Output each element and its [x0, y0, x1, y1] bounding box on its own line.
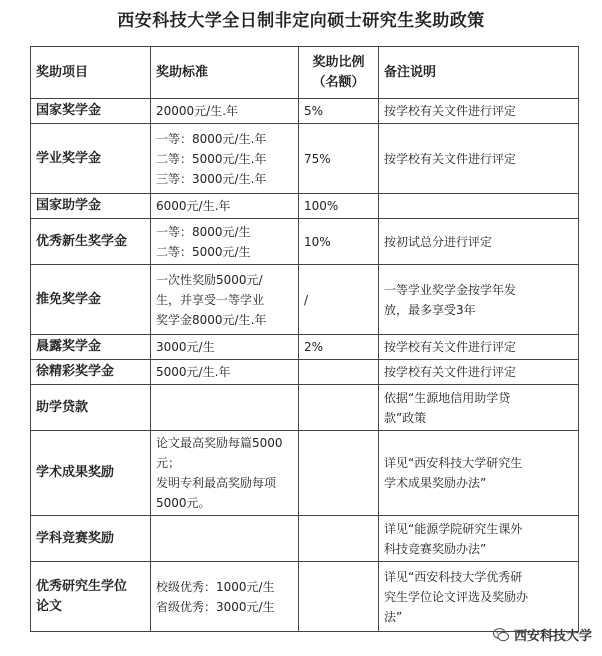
- note-line: 放，最多享受3年: [384, 302, 476, 317]
- row-ratio: 5%: [299, 99, 379, 124]
- note-line: 款”政策: [384, 410, 427, 425]
- row-name-line: 推免奖学金: [36, 291, 102, 307]
- row-note: [379, 194, 579, 219]
- table-row: [31, 385, 579, 431]
- row-standard: [151, 335, 299, 360]
- row-standard: [151, 562, 299, 632]
- row-name: [31, 194, 151, 219]
- standard-line: 省级优秀：3000元/生: [156, 599, 275, 614]
- row-ratio: 100%: [299, 194, 379, 219]
- row-standard: [151, 385, 299, 431]
- watermark: [492, 625, 592, 644]
- row-name: [31, 516, 151, 562]
- header-ratio-line2: （名额）: [312, 74, 365, 90]
- standard-line: 生，并享受一等学业: [156, 292, 265, 307]
- standard-line: 一等：8000元/生.年: [156, 131, 267, 146]
- wechat-icon: [492, 626, 510, 644]
- row-name: [31, 431, 151, 516]
- row-ratio: [299, 516, 379, 562]
- row-name: [31, 265, 151, 335]
- header-note: 备注说明: [379, 47, 579, 99]
- row-ratio: [299, 385, 379, 431]
- row-ratio: [299, 562, 379, 632]
- row-standard: [151, 194, 299, 219]
- table-row: [31, 194, 579, 219]
- row-note: [379, 562, 579, 632]
- row-note: [379, 265, 579, 335]
- note-line: 按初试总分进行评定: [384, 234, 493, 249]
- note-line: 法”: [384, 609, 403, 624]
- row-ratio: [299, 431, 379, 516]
- header-item: 奖助项目: [31, 47, 151, 99]
- note-line: 究生学位论文评选及奖励办: [384, 589, 529, 604]
- table-row: [31, 124, 579, 194]
- standard-line: 一次性奖励5000元/: [156, 272, 263, 287]
- table-row: [31, 431, 579, 516]
- note-line: 一等学业奖学金按学年发: [384, 282, 517, 297]
- standard-line: 三等：3000元/生.年: [156, 171, 267, 186]
- row-standard: [151, 219, 299, 265]
- standard-line: 二等：5000元/生: [156, 244, 251, 259]
- row-name: [31, 360, 151, 385]
- row-ratio: 2%: [299, 335, 379, 360]
- note-line: 科技竞赛奖励办法”: [384, 541, 487, 556]
- row-standard: [151, 516, 299, 562]
- row-name-line: 助学贷款: [36, 399, 89, 415]
- row-name-line: 学术成果奖励: [36, 465, 115, 480]
- row-name-line: 优秀新生奖学金: [36, 233, 128, 249]
- standard-line: 论文最高奖励每篇5000元；: [156, 436, 283, 470]
- standard-line: 20000元/生.年: [156, 104, 239, 118]
- table-row: [31, 99, 579, 124]
- row-ratio: 10%: [299, 219, 379, 265]
- row-name-line: 晨露奖学金: [36, 339, 102, 354]
- standard-line: 6000元/生.年: [156, 199, 231, 213]
- row-note: [379, 335, 579, 360]
- row-name-line: 论文: [36, 598, 63, 614]
- row-note: [379, 219, 579, 265]
- table-row: [31, 265, 579, 335]
- scholarship-table: [30, 46, 579, 632]
- standard-line: 发明专利最高奖励每项5000元。: [156, 476, 277, 510]
- table-row: [31, 562, 579, 632]
- row-name-line: 学科竞赛奖励: [36, 530, 115, 546]
- row-standard: [151, 99, 299, 124]
- row-name: [31, 335, 151, 360]
- note-line: 详见“西安科技大学优秀研: [384, 569, 523, 584]
- row-name-line: 国家奖学金: [36, 103, 102, 118]
- standard-line: 3000元/生: [156, 340, 215, 354]
- note-line: 按学校有关文件进行评定: [384, 365, 517, 379]
- row-name: [31, 99, 151, 124]
- row-name-line: 徐精彩奖学金: [36, 364, 115, 379]
- note-line: 按学校有关文件进行评定: [384, 340, 517, 354]
- row-ratio: /: [299, 265, 379, 335]
- row-name: [31, 124, 151, 194]
- row-note: [379, 516, 579, 562]
- header-ratio-line1: 奖助比例: [312, 54, 365, 70]
- note-line: 学术成果奖励办法”: [384, 476, 487, 490]
- row-name-line: 学业奖学金: [36, 150, 102, 166]
- row-name: [31, 562, 151, 632]
- row-standard: [151, 431, 299, 516]
- table-row: [31, 360, 579, 385]
- row-note: [379, 124, 579, 194]
- note-line: 按学校有关文件进行评定: [384, 151, 517, 166]
- note-line: 按学校有关文件进行评定: [384, 104, 517, 118]
- page-title: 西安科技大学全日制非定向硕士研究生奖助政策: [117, 11, 485, 31]
- row-ratio: 75%: [299, 124, 379, 194]
- row-name: [31, 219, 151, 265]
- row-standard: [151, 265, 299, 335]
- row-note: [379, 360, 579, 385]
- watermark-text: 西安科技大学: [513, 629, 592, 644]
- standard-line: 校级优秀：1000元/生: [156, 579, 275, 594]
- note-line: 详见“能源学院研究生课外: [384, 521, 523, 536]
- standard-line: 二等：5000元/生.年: [156, 151, 267, 166]
- row-standard: [151, 360, 299, 385]
- table-row: [31, 516, 579, 562]
- header-standard: 奖助标准: [151, 47, 299, 99]
- row-name-line: 优秀研究生学位: [36, 578, 128, 594]
- header-ratio: [299, 47, 379, 99]
- note-line: 详见“西安科技大学研究生: [384, 456, 523, 470]
- standard-line: 5000元/生.年: [156, 365, 231, 379]
- row-note: [379, 99, 579, 124]
- row-name-line: 国家助学金: [36, 198, 102, 213]
- table-row: [31, 219, 579, 265]
- row-note: [379, 385, 579, 431]
- row-standard: [151, 124, 299, 194]
- standard-line: 奖学金8000元/生.年: [156, 312, 267, 327]
- table-row: [31, 335, 579, 360]
- row-name: [31, 385, 151, 431]
- standard-line: 一等：8000元/生: [156, 224, 251, 239]
- row-ratio: [299, 360, 379, 385]
- note-line: 依据“生源地信用助学贷: [384, 390, 511, 405]
- row-note: [379, 431, 579, 516]
- header-row: [31, 47, 579, 99]
